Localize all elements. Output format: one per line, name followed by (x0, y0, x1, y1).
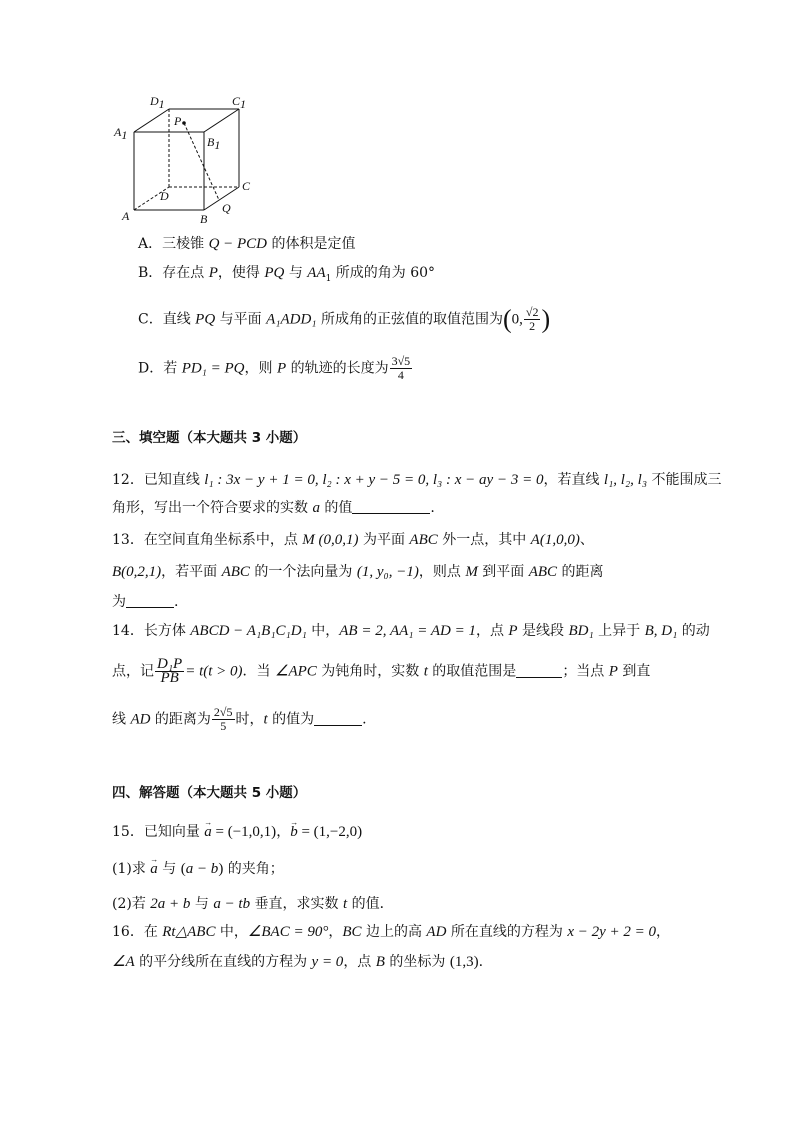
edge-b1c1 (204, 109, 239, 132)
fraction-2sqrt5-over-5: $\frac{2√5}{5}$ (213, 705, 233, 733)
q14-line2: 点，记 $\frac{\text{D₁P}}{PB}$ = t(t > 0)．当 ∠APC 为钝角时，实数 t 的取值范围是 ；当点 P 到直 (112, 656, 651, 686)
label-b1: B1 (207, 135, 221, 152)
answer-blank-q14-2 (314, 711, 362, 726)
q13-line2: B(0,2,1)，若平面 ABC 的一个法向量为 (1, y₀, −1)，则点 M 到平面 ABC 的距离 (112, 564, 604, 580)
label-b: B (200, 212, 208, 226)
q16-line1: 16．在 Rt△ABC 中，∠BAC = 90°，BC 边上的高 AD 所在直线的方程为 x − 2y + 2 = 0， (112, 924, 670, 940)
label-a: A (122, 209, 130, 223)
label-d: D (160, 189, 169, 203)
q15-part1: (1)求 → a 与 (a − b) 的夹角； (112, 859, 284, 879)
label-q: Q (222, 201, 231, 215)
point-p (182, 121, 186, 125)
answer-blank-q13 (126, 593, 174, 608)
option-d: D．若 PD₁ = PQ，则 P 的轨迹的长度为 $\frac{3√5}{4}$ (138, 354, 411, 382)
option-b: B．存在点 P，使得 PQ 与 $AA_1$ 所成的角为 60° (138, 265, 436, 284)
label-c: C (242, 179, 251, 193)
label-d1: D1 (150, 94, 165, 111)
label-p: P (174, 114, 182, 128)
cube-figure (112, 92, 262, 227)
q14-line1: 14．长方体 ABCD − A₁B₁C₁D₁ 中，AB = 2, AA₁ = AD = 1，点 P 是线段 BD₁ 上异于 B, D₁ 的动 (112, 623, 710, 639)
q14-line3: 线 AD 的距离为 $\frac{2√5}{5}$ 时，t 的值为 . (112, 705, 367, 733)
option-a: A．三棱锥 Q − PCD 的体积是定值 (138, 236, 356, 252)
fraction-3sqrt5-over-4: $\frac{3√5}{4}$ (391, 354, 411, 382)
edge-a1d1 (134, 109, 169, 132)
q12-line1: 12．已知直线 l₁ : 3x − y + 1 = 0, l₂ : x + y − 5 = 0, l₃ : x − ay − 3 = 0，若直线 l₁, l₂, l₃ 不能围成三 (112, 472, 722, 488)
section-3-heading: 三、填空题（本大题共 3 小题） (112, 430, 307, 446)
q15-part2: (2)若 2a + b 与 a − tb 垂直，求实数 t 的值． (112, 896, 394, 912)
q16-line2: ∠A 的平分线所在直线的方程为 y = 0，点 B 的坐标为 (1,3). (112, 954, 484, 970)
q15-line1: 15．已知向量 → a = (−1,0,1)，→ b = (1,−2,0) (112, 822, 362, 842)
q13-line3: 为 . (112, 594, 179, 610)
option-c: C．直线 PQ 与平面 A₁ADD₁ 所成角的正弦值的取值范围为(0, $\frac{√2}{2}$ ) (138, 304, 551, 334)
answer-blank-q12 (352, 499, 430, 514)
label-c1: C1 (232, 94, 247, 111)
answer-blank-q14-1 (516, 663, 562, 678)
section-4-heading: 四、解答题（本大题共 5 小题） (112, 785, 307, 801)
label-a1: A1 (114, 125, 128, 142)
q12-line2: 角形，写出一个符合要求的实数 a 的值 . (112, 500, 435, 516)
fraction-d1p-over-pb: $\frac{\text{D₁P}}{PB}$ (157, 656, 183, 686)
fraction-sqrt2-over-2: $\frac{√2}{2}$ (525, 305, 539, 333)
q13-line1: 13．在空间直角坐标系中，点 M (0,0,1) 为平面 ABC 外一点，其中 A(1,0,0)、 (112, 532, 594, 548)
